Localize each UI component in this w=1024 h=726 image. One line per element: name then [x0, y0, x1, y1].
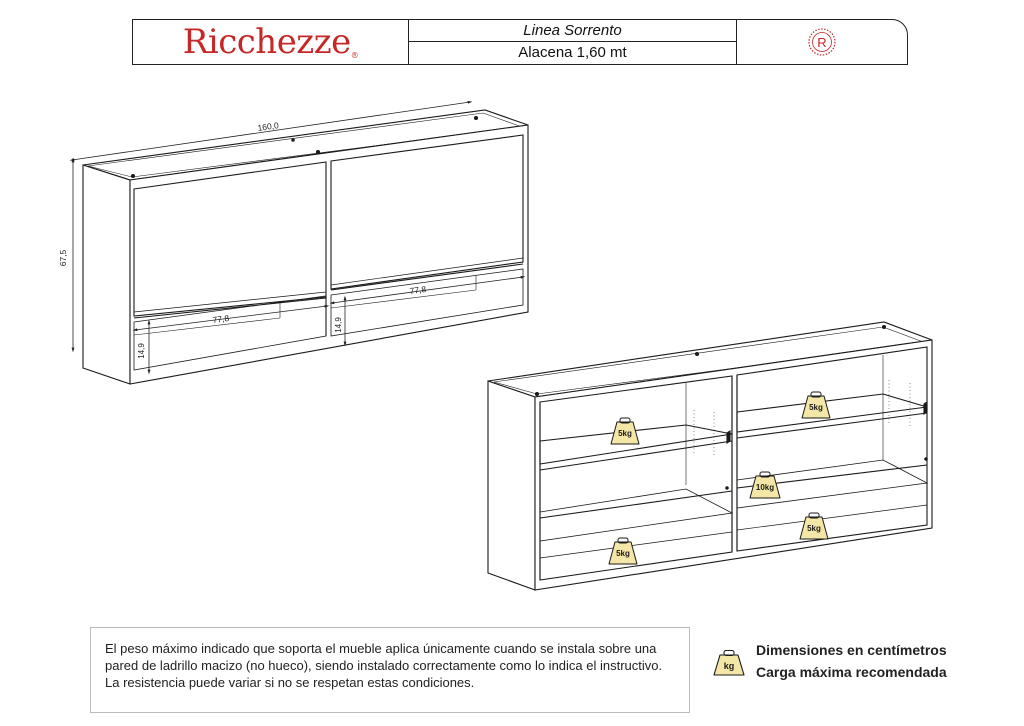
- svg-text:R: R: [817, 35, 827, 50]
- dim-door-right-label: 77,8: [409, 284, 427, 296]
- dim-niche-left-label: 14,9: [137, 343, 146, 359]
- product-name: Alacena 1,60 mt: [518, 44, 627, 61]
- svg-text:10kg: 10kg: [755, 483, 775, 492]
- disclaimer-note: El peso máximo indicado que soporta el mueble aplica únicamente cuando se instala sobre una pared de ladrillo macizo (no hueco), siendo instalado correctamente como lo indica el instructivo. La resistencia puede variar si no se respetan estas condiciones.: [90, 627, 690, 713]
- dim-door-left-label: 77,8: [212, 313, 230, 325]
- legend-dimensions: Dimensiones en centímetros: [756, 642, 947, 658]
- svg-text:kg: kg: [723, 661, 735, 671]
- brand-logo: Ricchezze®: [182, 22, 359, 62]
- cabinet-open-view: [488, 322, 932, 590]
- svg-text:5kg: 5kg: [618, 429, 632, 438]
- weight-icon: [713, 650, 745, 676]
- legend-load: Carga máxima recomendada: [756, 664, 947, 680]
- dim-niche-right-label: 14,9: [334, 317, 343, 333]
- svg-text:5kg: 5kg: [616, 549, 630, 558]
- dim-width-label: 160,0: [256, 120, 280, 133]
- product-line: Linea Sorrento: [409, 20, 736, 42]
- cabinet-closed-view: [83, 110, 528, 384]
- legend: [713, 642, 1013, 686]
- dim-height-label: 67,5: [58, 249, 68, 267]
- svg-text:5kg: 5kg: [807, 524, 821, 533]
- svg-text:5kg: 5kg: [809, 403, 823, 412]
